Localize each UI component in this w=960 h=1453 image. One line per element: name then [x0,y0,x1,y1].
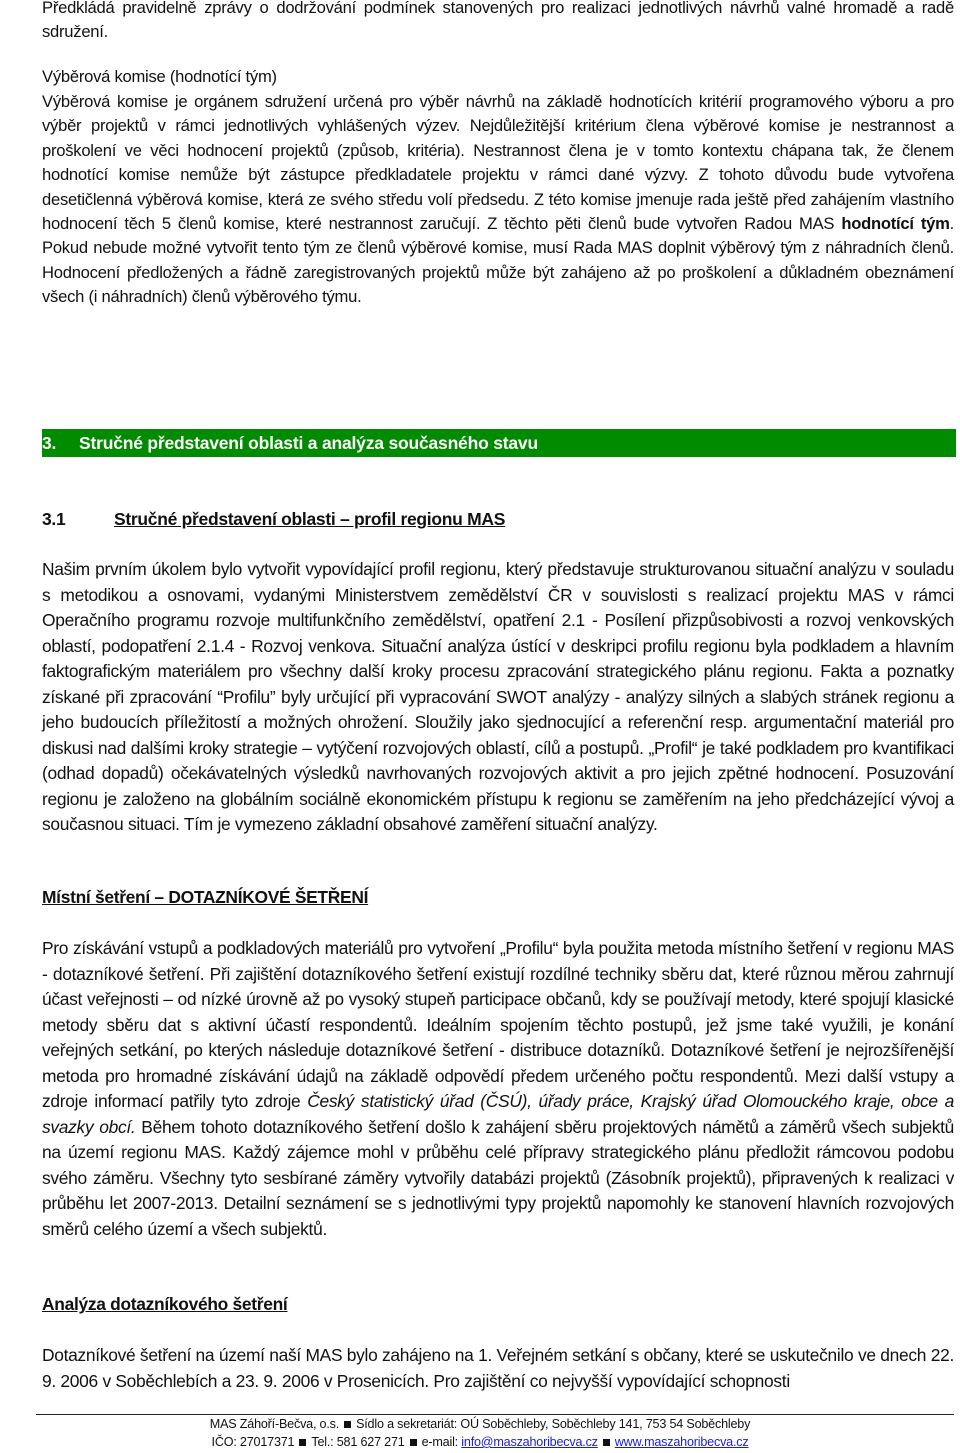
footer-email-link[interactable]: info@maszahoribecva.cz [461,1435,598,1449]
section-number: 3. [42,433,57,453]
footer-ico: IČO: 27017371 [211,1435,295,1449]
paragraph-vyberova-komise [42,90,954,310]
paragraph-profil-regionu: Našim prvním úkolem bylo vytvořit vypovídající profil regionu, který představuje strukturovanou situační analýzu v souladu s metodikou a osnovami, vydanými Ministerstvem zemědělství ČR v souvislosti s realizací projektu MAS v rámci Operačního programu rozvoje multifunkčního zemědělství, opatření 2.1 - Posílení přizpůsobivosti a rozvoj venkovských oblastí, podopatření 2.1.4 - Rozvoj venkova. Situační analýza ústící v deskripci profilu regionu byla podkladem a hlavním faktografickým materiálem pro všechny další kroky procesu zpracování strategického plánu regionu. Fakta a poznatky získané při zpracování “Profilu” byly určující při vypracování SWOT analýzy - analýzy silných a slabých stránek regionu a jeho budoucích příležitostí a možných ohrožení. Sloužily jako sjednocující a referenční resp. argumentační materiál pro diskusi nad dalšími kroky strategie – vytýčení rozvojových oblastí, cílů a postupů. „Profil“ je také podkladem pro kvantifikaci (odhad dopadů) očekávatelných výsledků navrhovaných rozvojových aktivit a pro jejich zpětné hodnocení. Posuzování regionu je založeno na globálním sociálně ekonomickém přístupu k regionu se zaměřením na jeho předcházející vývoj a současnou situaci. Tím je vymezeno základní obsahové zaměření situační analýzy. [42,559,954,834]
italic-sources: Český statistický úřad (ČSÚ), úřady práce, Krajský úřad Olomouckého kraje, obce a svazky obcí. [42,1091,954,1137]
footer-line-1 [0,1416,960,1433]
footer-org: MAS Záhoří-Bečva, o.s. [209,1417,340,1431]
square-bullet-icon [603,1439,610,1446]
footer-web-link[interactable]: www.maszahoribecva.cz [614,1435,749,1449]
paragraph-text: Během tohoto dotazníkového šetření došlo k zahájení sběru projektových námětů a záměrů všech subjektů na území regionu MAS. Každý zájemce mohl v průběhu celé přípravy strategického plánu předložit rámcovou podobu svého záměru. Všechny tyto sesbírané záměry vytvořily databázi projektů (Zásobník projektů), připravených k realizaci v průběhu let 2007-2013. Detailní seznámení se s jednotlivými typy projektů napomohly ke stanovení hlavních rozvojových směrů celého území a všech subjektů. [42,1116,954,1239]
section-3-heading-band [42,429,956,457]
paragraph-analyza: Dotazníkové šetření na území naší MAS bylo zahájeno na 1. Veřejném setkání s občany, které se uskutečnilo ve dnech 22. 9. 2006 v Soběchlebích a 23. 9. 2006 v Prosenicích. Pro zajištění co nejvyšší vypovídající schopnosti [42,1345,954,1391]
paragraph-intro: Předkládá pravidelně zprávy o dodržování podmínek stanovených pro realizaci jednotlivých návrhů valné hromadě a radě sdružení. [42,0,954,42]
footer-line-2 [0,1434,960,1451]
paragraph-text: Výběrová komise je orgánem sdružení určená pro výběr návrhů na základě hodnotících kritérií programového výboru a pro výběr projektů v rámci jednotlivých vyhlášených výzev. Nejdůležitější kritérium člena výběrové komise je nestrannost a proškolení ve věci hodnocení projektů (způsob, kritéria). Nestrannost člena je v tomto kontextu chápana tak, že členem hodnotící komise nemůže být zástupce předkladatele projektu v rámci dané výzvy. Z tohoto důvodu bude vytvořena desetičlenná výběrová komise, která ze svého středu volí předsedu. Z této komise jmenuje rada ještě před zahájením vlastního hodnocení těch 5 členů komise, které nestrannost zaručují. Z těchto pěti členů bude vytvořen Radou MAS [42,92,954,234]
bold-term: hodnotící tým [841,214,950,234]
section-title: Stručné představení oblasti – profil regionu MAS [114,509,506,529]
square-bullet-icon [344,1421,351,1428]
section-number: 3.1 [42,509,66,529]
footer-divider [36,1414,954,1415]
square-bullet-icon [410,1439,417,1446]
paragraph-dotaznikove-setreni [42,936,954,1242]
heading-vyberova-komise: Výběrová komise (hodnotící tým) [42,67,277,86]
heading-mistni-setreni: Místní šetření – DOTAZNÍKOVÉ ŠETŘENÍ [42,887,369,907]
footer-email-label: e-mail: [421,1435,458,1449]
footer-address: Sídlo a sekretariát: OÚ Soběchleby, Soběchleby 141, 753 54 Soběchleby [356,1417,751,1431]
heading-analyza: Analýza dotazníkového šetření [42,1294,288,1314]
section-title: Stručné představení oblasti a analýza současného stavu [79,433,538,453]
paragraph-text: . Pokud nebude možné vytvořit tento tým ze členů výběrové komise, musí Rada MAS doplnit výběrový tým z náhradních členů. Hodnocení předložených a řádně zaregistrovaných projektů může být zahájeno až po proškolení a důkladném obeznámení všech (i náhradních) členů výběrového týmu. [42,214,954,307]
square-bullet-icon [299,1439,306,1446]
footer-tel: Tel.: 581 627 271 [311,1435,405,1449]
paragraph-text: Pro získávání vstupů a podkladových materiálů pro vytvoření „Profilu“ byla použita metoda místního šetření v regionu MAS - dotazníkové šetření. Při zajištění dotazníkového šetření existují rozdílné techniky sběru dat, které různou měrou zahrnují účast veřejnosti – od nízké úrovně až po vysoký stupeň participace občanů, kdy se používají metody, které spojují klasické metody sběru dat s aktivní účastí respondentů. Ideálním spojením těchto postupů, jež jsme také využili, je konání veřejných setkání, po kterých následuje dotazníkové šetření - distribuce dotazníků. Dotazníkové šetření je nejrozšířenější metoda pro hromadné získávání údajů na základě odpovědí předem určeného počtu respondentů. Mezi další vstupy a zdroje informací patřily tyto zdroje [42,938,954,1111]
